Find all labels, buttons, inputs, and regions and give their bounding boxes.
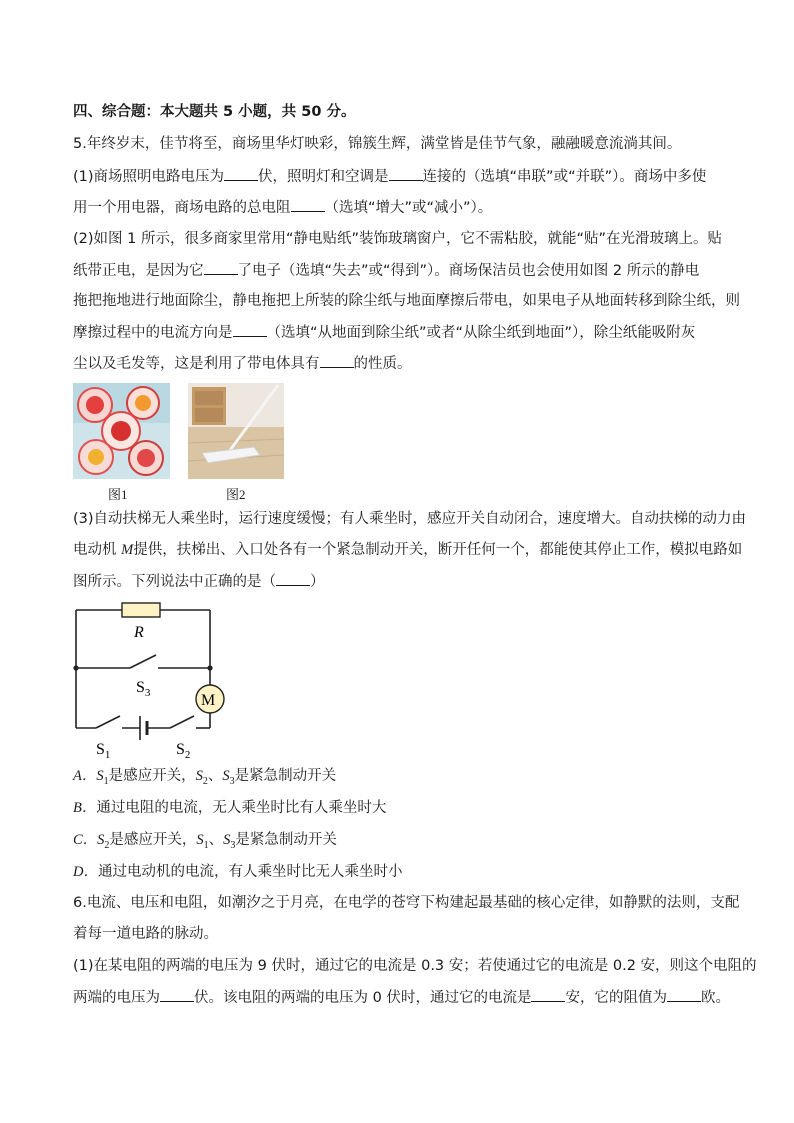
q5-intro: 5.年终岁末，佳节将至，商场里华灯映彩，锦簇生辉，满堂皆是佳节气象，融融暖意流淌其间。 bbox=[73, 136, 682, 152]
option-c[interactable] bbox=[73, 830, 337, 856]
mop-illustration bbox=[188, 383, 284, 479]
figure-1-caption: 图1 bbox=[108, 487, 128, 502]
q5-p2-text-b: 纸带正电，是因为它 bbox=[73, 263, 204, 279]
answer-blank[interactable] bbox=[224, 166, 258, 181]
symbol-s3: S bbox=[222, 768, 230, 784]
option-c-letter: C． bbox=[73, 832, 98, 848]
q5-part3-line1: (3)自动扶梯无人乘坐时，运行速度缓慢；有人乘坐时，感应开关自动闭合，速度增大。自动扶梯的动力由 bbox=[73, 511, 747, 527]
option-a-sep: 、 bbox=[207, 768, 223, 784]
figure-2-caption: 图2 bbox=[226, 487, 246, 502]
q5-part2-line4 bbox=[73, 322, 695, 343]
motor-symbol-m: M bbox=[121, 542, 134, 558]
q6-p1-text-c: 伏。该电阻的两端的电压为 0 伏时，通过它的电流是 bbox=[194, 990, 532, 1006]
symbol-s2: S bbox=[195, 768, 203, 784]
q5-p2-text-c: 了电子（选填“失去”或“得到”）。商场保洁员也会使用如图 2 所示的静电 bbox=[237, 263, 700, 279]
switch-s3-label: $S_3$ bbox=[136, 679, 151, 699]
option-c-text-2: 是紧急制动开关 bbox=[235, 832, 337, 848]
motor-label: M bbox=[201, 692, 216, 709]
q5-part3-line2 bbox=[73, 540, 742, 560]
q5-part2-line5 bbox=[73, 353, 412, 374]
resistor-r bbox=[122, 603, 160, 617]
q5-part2-line3: 拖把拖地进行地面除尘，静电拖把上所装的除尘纸与地面摩擦后带电，如果电子从地面转移到除尘纸，则 bbox=[73, 293, 740, 309]
option-b-letter: B． bbox=[73, 800, 97, 816]
option-c-sep: 、 bbox=[208, 832, 224, 848]
q5-p3-text-b1: 电动机 bbox=[73, 542, 122, 558]
switch-s1 bbox=[96, 716, 120, 728]
option-c-text-1: 是感应开关， bbox=[109, 832, 197, 848]
q6-p1-text-b: 两端的电压为 bbox=[73, 990, 160, 1006]
option-a-letter: A． bbox=[73, 768, 97, 784]
q5-p1-text-b: 伏，照明灯和空调是 bbox=[258, 169, 389, 185]
option-d-text: 通过电动机的电流，有人乘坐时比无人乘坐时小 bbox=[97, 864, 403, 880]
switch-s3 bbox=[130, 655, 156, 668]
option-d[interactable] bbox=[73, 862, 402, 882]
resistor-label: R bbox=[134, 624, 144, 641]
q5-p2-text-e: 摩擦过程中的电流方向是 bbox=[73, 325, 233, 341]
q5-p3-text-b2: 提供，扶梯出、入口处各有一个紧急制动开关，断开任何一个，都能使其停止工作，模拟电路如 bbox=[133, 542, 743, 558]
option-a-text-1: 是感应开关， bbox=[108, 768, 196, 784]
option-a[interactable] bbox=[73, 766, 336, 792]
symbol-s3-sub: 3 bbox=[229, 775, 235, 787]
q5-part3-line3 bbox=[73, 571, 325, 592]
symbol-s1-sub: 1 bbox=[203, 839, 209, 851]
answer-blank[interactable] bbox=[389, 166, 423, 181]
q6-p1-text-e: 欧。 bbox=[700, 990, 730, 1006]
q5-p3-text-c2: ） bbox=[310, 574, 325, 590]
answer-blank[interactable] bbox=[204, 260, 238, 275]
q6-p1-text-d: 安，它的阻值为 bbox=[565, 990, 667, 1006]
switch-s2 bbox=[170, 716, 194, 728]
q5-part2-line2 bbox=[73, 260, 699, 281]
q6-part1-line1: (1)在某电阻的两端的电压为 9 伏时，通过它的电流是 0.3 安；若使通过它的电流是 0.2 安，则这个电阻的 bbox=[73, 958, 757, 974]
q5-p1-text-c: 连接的（选填“串联”或“并联”）。商场中多使 bbox=[422, 169, 707, 185]
option-d-letter: D． bbox=[73, 864, 98, 880]
q5-p1-text-d: 用一个用电器，商场电路的总电阻 bbox=[73, 200, 291, 216]
answer-blank[interactable] bbox=[160, 987, 194, 1002]
answer-blank[interactable] bbox=[233, 322, 267, 337]
switch-s2-label: $S_2$ bbox=[176, 741, 191, 761]
answer-blank[interactable] bbox=[320, 353, 354, 368]
option-b-text: 通过电阻的电流，无人乘坐时比有人乘坐时大 bbox=[96, 800, 387, 816]
symbol-s1: S bbox=[196, 832, 204, 848]
answer-blank[interactable] bbox=[276, 571, 310, 586]
q5-p1-text-e: （选填“增大”或“减小”）。 bbox=[324, 200, 493, 216]
circuit-diagram bbox=[60, 596, 240, 766]
symbol-s1: S bbox=[96, 768, 104, 784]
q5-p2-text-f: （选填“从地面到除尘纸”或者“从除尘纸到地面”），除尘纸能吸附灰 bbox=[266, 325, 696, 341]
q5-p1-text-a: (1)商场照明电路电压为 bbox=[73, 169, 225, 185]
q6-intro-line1: 6.电流、电压和电阻，如潮汐之于月亮，在电学的苍穹下构建起最基础的核心定律，如静默的法则，支配 bbox=[73, 895, 740, 911]
symbol-s2-sub: 2 bbox=[104, 839, 110, 851]
section-heading: 四、综合题：本大题共 5 小题，共 50 分。 bbox=[73, 104, 356, 120]
q6-intro-line2: 着每一道电路的脉动。 bbox=[73, 926, 218, 942]
answer-blank[interactable] bbox=[667, 987, 701, 1002]
answer-blank[interactable] bbox=[531, 987, 565, 1002]
symbol-s1-sub: 1 bbox=[103, 775, 109, 787]
q5-p3-text-c1: 图所示。下列说法中正确的是（ bbox=[73, 574, 276, 590]
q5-p2-text-g: 尘以及毛发等，这是利用了带电体具有 bbox=[73, 356, 320, 372]
symbol-s3-sub: 3 bbox=[230, 839, 236, 851]
q5-part1-line2 bbox=[73, 197, 492, 218]
q5-part2-line1: (2)如图 1 所示，很多商家里常用“静电贴纸”装饰玻璃窗户，它不需粘胶，就能“贴”在光滑玻璃上。贴 bbox=[73, 231, 723, 247]
answer-blank[interactable] bbox=[291, 197, 325, 212]
symbol-s2-sub: 2 bbox=[202, 775, 208, 787]
q5-p2-text-h: 的性质。 bbox=[353, 356, 412, 372]
figure-2-mop-photo bbox=[188, 383, 284, 479]
symbol-s2: S bbox=[97, 832, 105, 848]
figure-1-sticker-photo bbox=[73, 383, 170, 479]
option-a-text-2: 是紧急制动开关 bbox=[234, 768, 337, 784]
symbol-s3: S bbox=[223, 832, 231, 848]
option-b[interactable] bbox=[73, 798, 386, 818]
q5-part1-line1 bbox=[73, 166, 706, 187]
q6-part1-line2 bbox=[73, 987, 730, 1008]
switch-s1-label: $S_1$ bbox=[96, 741, 111, 761]
sticker-illustration bbox=[73, 383, 170, 479]
